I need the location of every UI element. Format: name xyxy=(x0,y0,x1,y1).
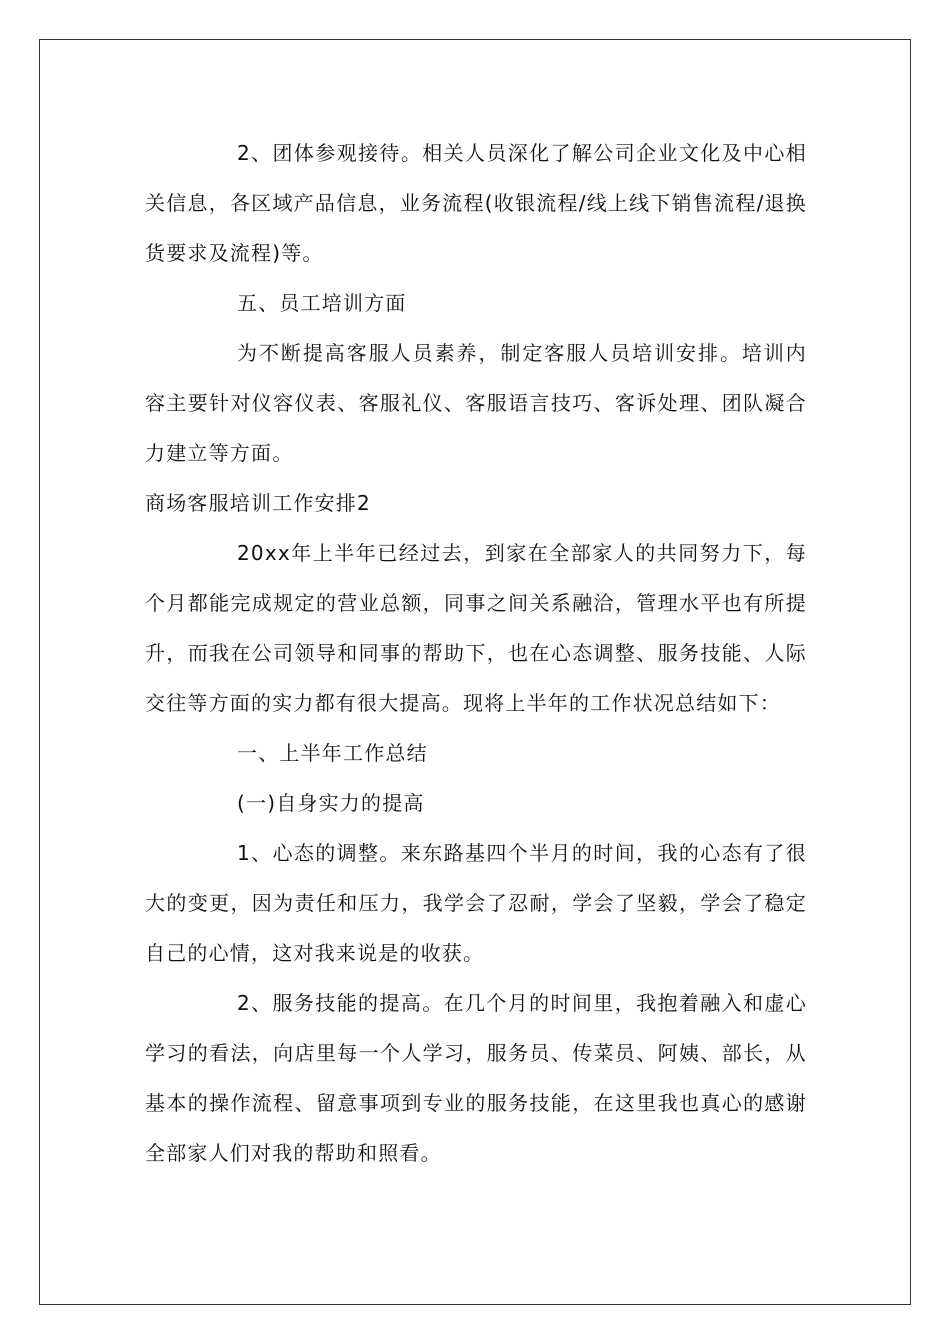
paragraph-half-year-intro: 20xx年上半年已经过去，到家在全部家人的共同努力下，每个月都能完成规定的营业总额，同事之间关系融洽，管理水平也有所提升，而我在公司领导和同事的帮助下，也在心态调整、服务技能、人际交往等方面的实力都有很大提高。现将上半年的工作状况总结如下： xyxy=(145,541,807,715)
subsection-heading-self-improvement: (一)自身实力的提高 xyxy=(237,791,425,815)
paragraph-training-plan: 为不断提高客服人员素养，制定客服人员培训安排。培训内容主要针对仪容仪表、客服礼仪、客服语言技巧、客诉处理、团队凝合力建立等方面。 xyxy=(145,341,807,465)
document-title: 商场客服培训工作安排2 xyxy=(145,491,371,515)
paragraph-group-reception: 2、团体参观接待。相关人员深化了解公司企业文化及中心相关信息，各区域产品信息，业务流程(收银流程/线上线下销售流程/退换货要求及流程)等。 xyxy=(145,141,807,265)
paragraph-service-skills: 2、服务技能的提高。在几个月的时间里，我抱着融入和虚心学习的看法，向店里每一个人学习，服务员、传菜员、阿姨、部长，从基本的操作流程、留意事项到专业的服务技能，在这里我也真心的感谢全部家人们对我的帮助和照看。 xyxy=(145,991,807,1165)
document-body xyxy=(145,128,807,1178)
paragraph-mindset-adjustment: 1、心态的调整。来东路基四个半月的时间，我的心态有了很大的变更，因为责任和压力，我学会了忍耐，学会了坚毅，学会了稳定自己的心情，这对我来说是的收获。 xyxy=(145,841,807,965)
section-heading-staff-training: 五、员工培训方面 xyxy=(237,291,407,315)
section-heading-work-summary: 一、上半年工作总结 xyxy=(237,741,428,765)
